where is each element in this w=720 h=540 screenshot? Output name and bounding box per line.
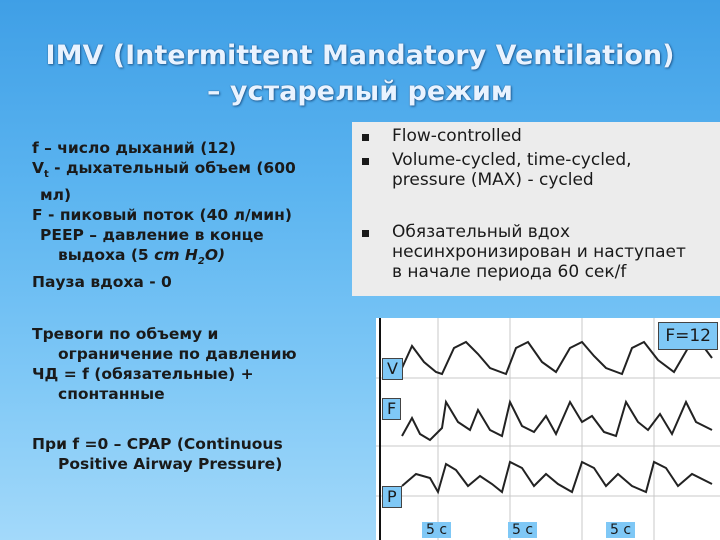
title-line-1: IMV (Intermittent Mandatory Ventilation)	[45, 40, 675, 71]
param-peep-cont	[32, 245, 362, 272]
param-pause: Пауза вдоха - 0	[32, 273, 172, 292]
frequency-label: F=12	[658, 322, 718, 350]
slide-title	[0, 38, 720, 110]
peep-unit-sub: 2	[197, 256, 205, 268]
param-peak-flow: F - пиковый поток (40 л/мин)	[32, 206, 292, 225]
bullet-text: Обязательный вдох	[392, 222, 571, 242]
alarm-line: ЧД = f (обязательные) +	[32, 365, 254, 383]
param-f: f – число дыханий (12)	[32, 139, 236, 157]
time-marker-1: 5 с	[422, 522, 451, 538]
param-vt-cont: мл)	[40, 186, 72, 205]
vt-symbol: V	[32, 159, 44, 177]
pressure-trace	[402, 462, 712, 492]
bullet-square-icon	[362, 230, 369, 237]
peep-text: выдоха (5	[58, 246, 155, 265]
param-peep: PEEP – давление в конце	[40, 226, 264, 245]
peep-unit: cm H	[154, 246, 198, 265]
flow-trace	[402, 402, 712, 440]
time-marker-2: 5 с	[508, 522, 537, 538]
volume-label: V	[382, 358, 403, 380]
parameters-list	[32, 138, 362, 292]
flow-label: F	[382, 398, 401, 420]
mode-features-panel	[352, 122, 720, 296]
time-marker-3: 5 с	[606, 522, 635, 538]
bullet-text-cont: в начале периода 60 сек/f	[392, 262, 627, 282]
bullet-text: Volume-cycled, time-cycled,	[392, 150, 632, 170]
bullet-text-cont: несинхронизирован и наступает	[392, 242, 686, 262]
cpap-line: При f =0 – CPAP (Continuous	[32, 435, 283, 453]
param-vt	[32, 158, 362, 185]
bullet-square-icon	[362, 134, 369, 141]
ventilation-waveform-graph	[376, 318, 720, 540]
bullet-square-icon	[362, 158, 369, 165]
bullet-text-cont: pressure (MAX) - cycled	[392, 170, 594, 190]
bullet-text: Flow-controlled	[392, 126, 522, 146]
waveform-svg	[376, 318, 720, 540]
vt-text: - дыхательный объем (600	[48, 159, 296, 177]
alarm-line: ограничение по давлению	[58, 345, 297, 363]
title-line-2: – устарелый режим	[206, 76, 514, 107]
alarms-block	[32, 324, 362, 474]
peep-unit-post: O)	[204, 246, 226, 265]
alarm-line: Тревоги по объему и	[32, 325, 219, 343]
vt-subscript: t	[44, 169, 49, 181]
cpap-line: Positive Airway Pressure)	[58, 455, 283, 473]
alarm-line: спонтанные	[58, 385, 165, 403]
pressure-label: P	[382, 486, 402, 508]
